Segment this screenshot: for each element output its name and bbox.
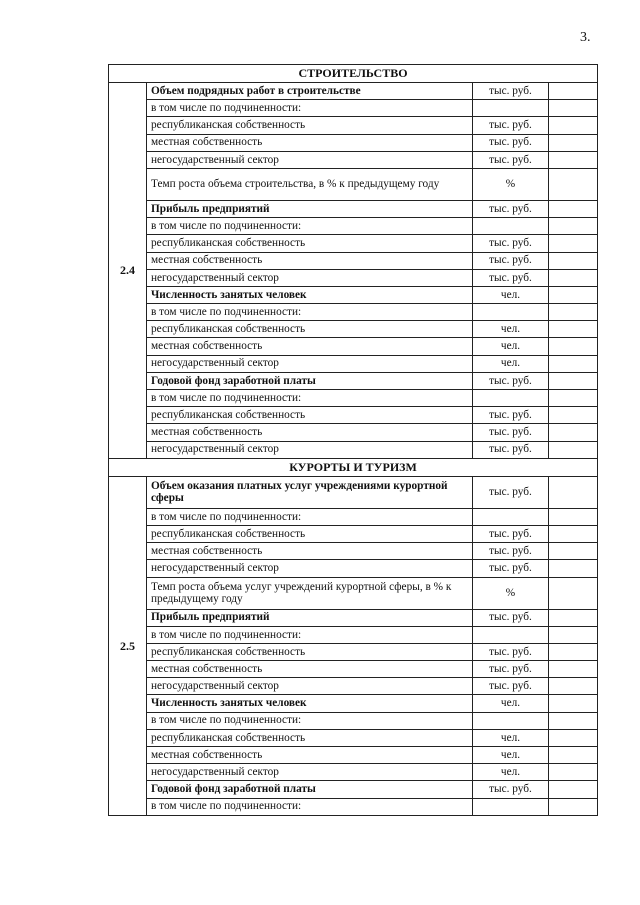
unit-cell: тыс. руб. <box>473 235 549 252</box>
table-row <box>109 218 598 235</box>
value-cell <box>549 678 598 695</box>
value-cell <box>549 338 598 355</box>
value-cell <box>549 747 598 764</box>
unit-cell: тыс. руб. <box>473 609 549 626</box>
table-row <box>109 764 598 781</box>
unit-cell: тыс. руб. <box>473 252 549 269</box>
table-row <box>109 626 598 643</box>
indicator-label: в том числе по подчиненности: <box>147 508 473 525</box>
indicator-label: республиканская собственность <box>147 117 473 134</box>
unit-cell <box>473 304 549 321</box>
value-cell <box>549 643 598 660</box>
value-cell <box>549 476 598 508</box>
unit-cell <box>473 100 549 117</box>
table-row <box>109 424 598 441</box>
page-number: 3. <box>580 30 591 45</box>
table-row <box>109 286 598 303</box>
unit-cell: чел. <box>473 729 549 746</box>
unit-cell: тыс. руб. <box>473 543 549 560</box>
table-row <box>109 355 598 372</box>
unit-cell: чел. <box>473 338 549 355</box>
unit-cell: % <box>473 577 549 609</box>
value-cell <box>549 218 598 235</box>
table-row <box>109 577 598 609</box>
indicator-label: Объем оказания платных услуг учреждениями курортной сферы <box>147 476 473 508</box>
indicator-label: Прибыль предприятий <box>147 609 473 626</box>
table-row <box>109 338 598 355</box>
value-cell <box>549 781 598 798</box>
indicator-label: местная собственность <box>147 747 473 764</box>
value-cell <box>549 321 598 338</box>
indicator-label: в том числе по подчиненности: <box>147 626 473 643</box>
indicator-label: республиканская собственность <box>147 729 473 746</box>
table-row <box>109 269 598 286</box>
value-cell <box>549 151 598 168</box>
value-cell <box>549 609 598 626</box>
indicator-label: республиканская собственность <box>147 407 473 424</box>
unit-cell: чел. <box>473 764 549 781</box>
table-row <box>109 117 598 134</box>
table-row <box>109 200 598 217</box>
value-cell <box>549 626 598 643</box>
indicator-label: республиканская собственность <box>147 321 473 338</box>
table-row <box>109 372 598 389</box>
unit-cell: тыс. руб. <box>473 643 549 660</box>
table-row <box>109 661 598 678</box>
indicator-label: республиканская собственность <box>147 525 473 542</box>
unit-cell: тыс. руб. <box>473 117 549 134</box>
unit-cell: тыс. руб. <box>473 560 549 577</box>
table-row <box>109 525 598 542</box>
table-row <box>109 543 598 560</box>
unit-cell: чел. <box>473 355 549 372</box>
value-cell <box>549 168 598 200</box>
unit-cell: тыс. руб. <box>473 83 549 100</box>
value-cell <box>549 729 598 746</box>
value-cell <box>549 286 598 303</box>
indicator-label: Численность занятых человек <box>147 695 473 712</box>
indicator-label: местная собственность <box>147 543 473 560</box>
table-row <box>109 168 598 200</box>
section-number: 2.5 <box>109 476 147 815</box>
indicator-label: в том числе по подчиненности: <box>147 390 473 407</box>
unit-cell <box>473 798 549 815</box>
table-row <box>109 476 598 508</box>
table-row <box>109 747 598 764</box>
indicator-label: Прибыль предприятий <box>147 200 473 217</box>
indicator-label: негосударственный сектор <box>147 355 473 372</box>
unit-cell: чел. <box>473 321 549 338</box>
unit-cell <box>473 626 549 643</box>
indicator-label: местная собственность <box>147 424 473 441</box>
section-header-row <box>109 65 598 83</box>
report-table <box>108 64 598 816</box>
indicator-label: республиканская собственность <box>147 643 473 660</box>
table-row <box>109 643 598 660</box>
value-cell <box>549 441 598 458</box>
unit-cell: чел. <box>473 286 549 303</box>
indicator-label: Объем подрядных работ в строительстве <box>147 83 473 100</box>
value-cell <box>549 390 598 407</box>
indicator-label: в том числе по подчиненности: <box>147 712 473 729</box>
unit-cell: тыс. руб. <box>473 661 549 678</box>
unit-cell: тыс. руб. <box>473 441 549 458</box>
table-row <box>109 235 598 252</box>
section-title: СТРОИТЕЛЬСТВО <box>109 65 598 83</box>
value-cell <box>549 100 598 117</box>
value-cell <box>549 269 598 286</box>
indicator-label: местная собственность <box>147 252 473 269</box>
table-row <box>109 151 598 168</box>
value-cell <box>549 355 598 372</box>
value-cell <box>549 508 598 525</box>
unit-cell: чел. <box>473 695 549 712</box>
indicator-label: местная собственность <box>147 338 473 355</box>
indicator-label: негосударственный сектор <box>147 151 473 168</box>
unit-cell: % <box>473 168 549 200</box>
table-row <box>109 252 598 269</box>
indicator-label: Численность занятых человек <box>147 286 473 303</box>
unit-cell <box>473 712 549 729</box>
unit-cell <box>473 390 549 407</box>
table-row <box>109 609 598 626</box>
indicator-label: Темп роста объема строительства, в % к предыдущему году <box>147 168 473 200</box>
value-cell <box>549 798 598 815</box>
indicator-label: Годовой фонд заработной платы <box>147 372 473 389</box>
value-cell <box>549 372 598 389</box>
unit-cell <box>473 508 549 525</box>
value-cell <box>549 117 598 134</box>
unit-cell: тыс. руб. <box>473 424 549 441</box>
section-number: 2.4 <box>109 83 147 459</box>
table-row <box>109 83 598 100</box>
indicator-label: в том числе по подчиненности: <box>147 218 473 235</box>
indicator-label: негосударственный сектор <box>147 678 473 695</box>
indicator-label: негосударственный сектор <box>147 764 473 781</box>
value-cell <box>549 424 598 441</box>
section-title: КУРОРТЫ И ТУРИЗМ <box>109 458 598 476</box>
indicator-label: Годовой фонд заработной платы <box>147 781 473 798</box>
unit-cell: тыс. руб. <box>473 407 549 424</box>
unit-cell: тыс. руб. <box>473 476 549 508</box>
unit-cell <box>473 218 549 235</box>
value-cell <box>549 695 598 712</box>
indicator-label: в том числе по подчиненности: <box>147 304 473 321</box>
unit-cell: тыс. руб. <box>473 200 549 217</box>
indicator-label: в том числе по подчиненности: <box>147 100 473 117</box>
value-cell <box>549 134 598 151</box>
indicator-label: республиканская собственность <box>147 235 473 252</box>
value-cell <box>549 577 598 609</box>
indicator-label: негосударственный сектор <box>147 441 473 458</box>
unit-cell: чел. <box>473 747 549 764</box>
value-cell <box>549 252 598 269</box>
value-cell <box>549 83 598 100</box>
value-cell <box>549 525 598 542</box>
value-cell <box>549 304 598 321</box>
value-cell <box>549 712 598 729</box>
unit-cell: тыс. руб. <box>473 372 549 389</box>
table-row <box>109 134 598 151</box>
table-row <box>109 441 598 458</box>
table-row <box>109 407 598 424</box>
table-row <box>109 508 598 525</box>
table-row <box>109 560 598 577</box>
indicator-label: местная собственность <box>147 134 473 151</box>
value-cell <box>549 235 598 252</box>
section-header-row <box>109 458 598 476</box>
table-row <box>109 321 598 338</box>
indicator-label: негосударственный сектор <box>147 269 473 286</box>
value-cell <box>549 661 598 678</box>
unit-cell: тыс. руб. <box>473 678 549 695</box>
table-row <box>109 304 598 321</box>
value-cell <box>549 764 598 781</box>
table-row <box>109 390 598 407</box>
indicator-label: негосударственный сектор <box>147 560 473 577</box>
table-row <box>109 712 598 729</box>
table-row <box>109 781 598 798</box>
table-row <box>109 695 598 712</box>
unit-cell: тыс. руб. <box>473 151 549 168</box>
value-cell <box>549 407 598 424</box>
unit-cell: тыс. руб. <box>473 525 549 542</box>
value-cell <box>549 543 598 560</box>
table-row <box>109 729 598 746</box>
table-row <box>109 100 598 117</box>
table-row <box>109 678 598 695</box>
value-cell <box>549 560 598 577</box>
unit-cell: тыс. руб. <box>473 134 549 151</box>
indicator-label: в том числе по подчиненности: <box>147 798 473 815</box>
indicator-label: Темп роста объема услуг учреждений курортной сферы, в % к предыдущему году <box>147 577 473 609</box>
unit-cell: тыс. руб. <box>473 781 549 798</box>
table-row <box>109 798 598 815</box>
indicator-label: местная собственность <box>147 661 473 678</box>
value-cell <box>549 200 598 217</box>
unit-cell: тыс. руб. <box>473 269 549 286</box>
